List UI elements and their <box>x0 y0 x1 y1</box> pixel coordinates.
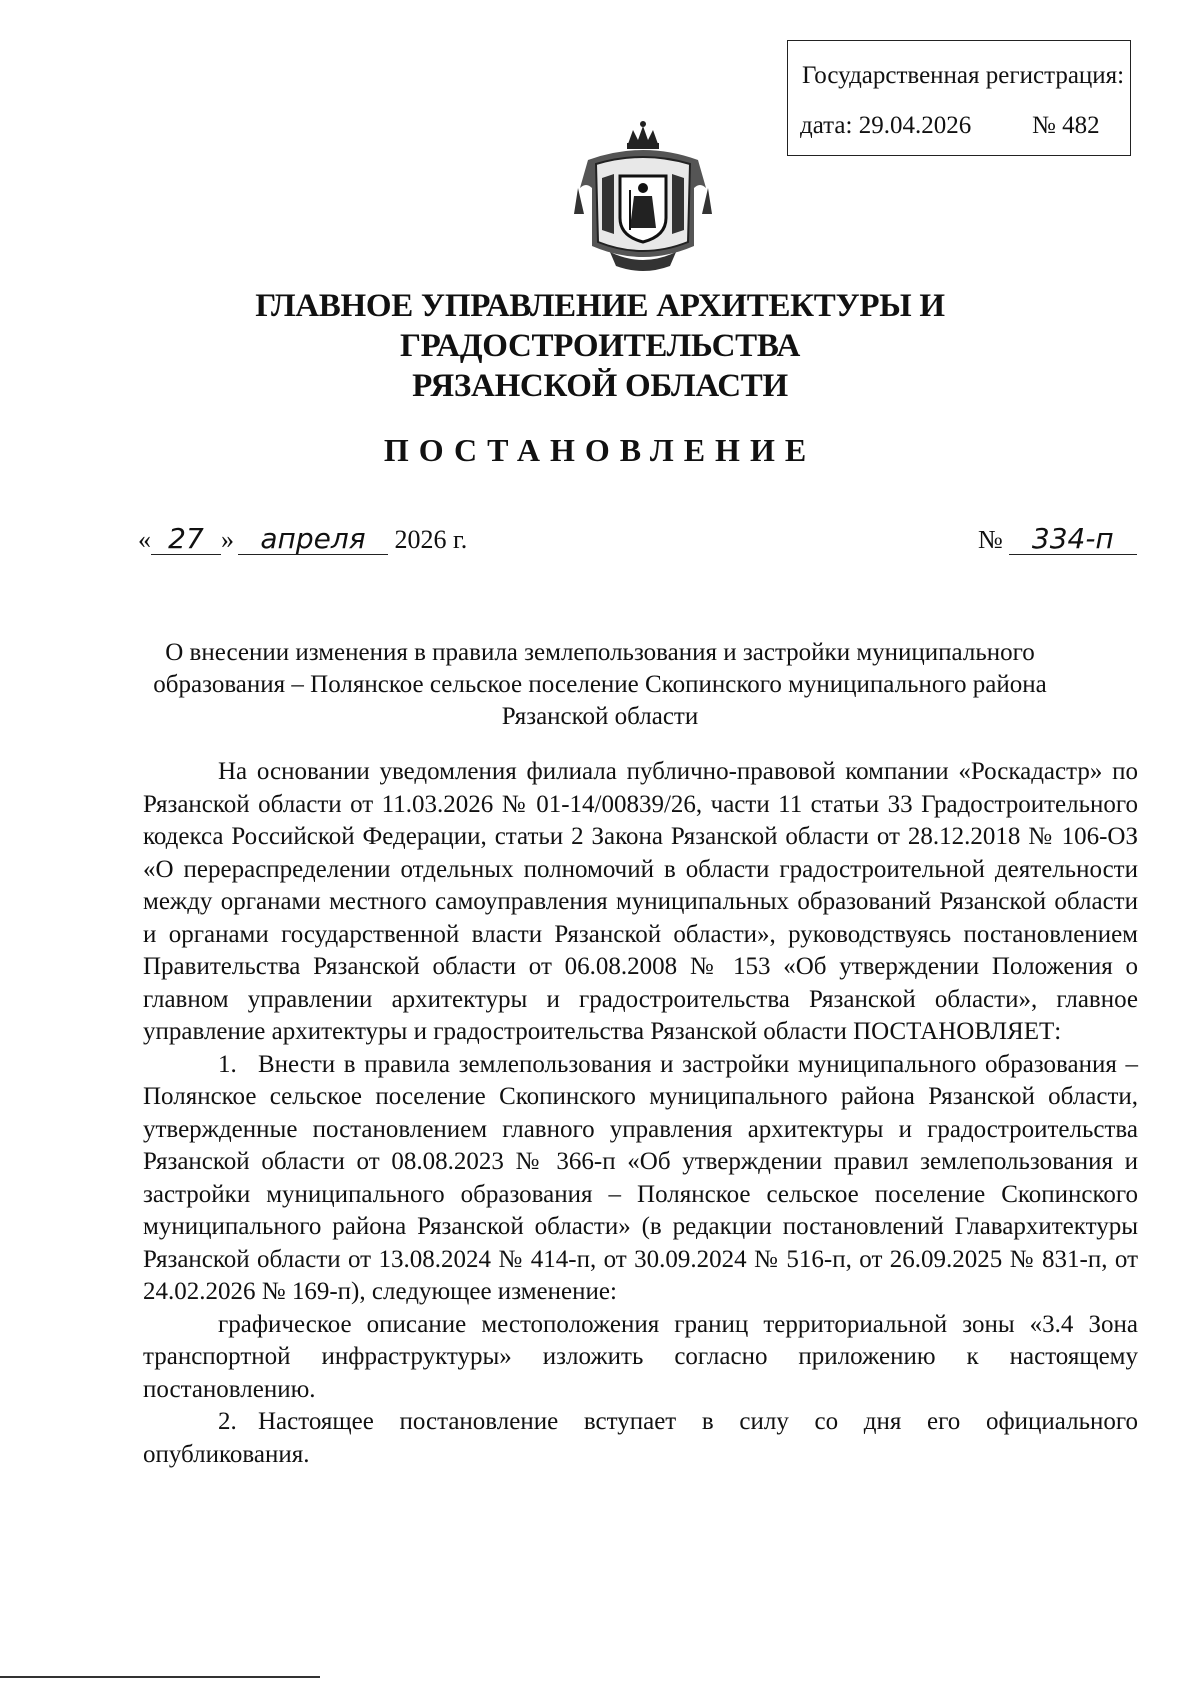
footer-divider <box>0 1676 320 1678</box>
item-1-number: 1. <box>218 1050 237 1078</box>
date-day: 27 <box>151 524 221 555</box>
item-1 <box>143 1049 1138 1309</box>
registration-number: № 482 <box>1032 112 1100 139</box>
document-subject: О внесении изменения в правила землепользования и застройки муниципального образования – Полянское сельское поселение Скопинского муниципального района Рязанской области <box>153 639 1047 730</box>
item-2-number: 2. <box>218 1408 237 1435</box>
item-1-sub: графическое описание местоположения границ территориальной зоны «3.4 Зона транспортной инфраструктуры» изложить согласно приложению к настоящему постановлению. <box>143 1310 1138 1403</box>
organization-title <box>60 286 1140 406</box>
document-type: ПОСТАНОВЛЕНИЕ <box>383 432 817 468</box>
item-2-text: Настоящее постановление вступает в силу со дня его официального опубликования. <box>143 1408 1138 1468</box>
document-date <box>138 524 467 555</box>
organization-title-line1: ГЛАВНОЕ УПРАВЛЕНИЕ АРХИТЕКТУРЫ И ГРАДОСТРОИТЕЛЬСТВА <box>255 288 945 364</box>
ryazan-coat-of-arms-icon <box>570 118 716 276</box>
number-label: № <box>978 525 1003 554</box>
date-close-quote: » <box>221 525 234 554</box>
number-value: 334-п <box>1009 524 1137 555</box>
document-body <box>143 756 1138 1471</box>
date-year: 2026 г. <box>394 525 468 554</box>
date-month: апреля <box>238 524 388 555</box>
item-1-text: Внести в правила землепользования и застройки муниципального образования – Полянское сельское поселение Скопинского муниципального района Рязанской области, утвержденные постановлением главного управления архитектуры и градостроительства Рязанской области от 08.08.2023 № 366-п «Об утверждении правил землепользования и застройки муниципального образования – Полянское сельское поселение Скопинского муниципального района Рязанской области» (в редакции постановлений Главархитектуры Рязанской области от 13.08.2024 № 414-п, от 30.09.2024 № 516-п, от 26.09.2025 № 831-п, от 24.02.2026 № 169-п), следующее изменение: <box>143 1050 1138 1305</box>
registration-title: Государственная регистрация: <box>802 62 1125 89</box>
date-open-quote: « <box>138 525 151 554</box>
item-2 <box>143 1406 1138 1471</box>
registration-date: дата: 29.04.2026 <box>800 112 972 139</box>
organization-title-line2: РЯЗАНСКОЙ ОБЛАСТИ <box>412 368 788 404</box>
preamble-paragraph: На основании уведомления филиала публично-правовой компании «Роскадастр» по Рязанской области от 11.03.2026 № 01-14/00839/26, части 11 статьи 33 Градостроительного кодекса Российской Федерации, статьи 2 Закона Рязанской области от 28.12.2018 № 106-ОЗ «О перераспределении отдельных полномочий в области градостроительной деятельности между органами местного самоуправления муниципальных образований Рязанской области и органами государственной власти Рязанской области», руководствуясь постановлением Правительства Рязанской области от 06.08.2008 № 153 «Об утверждении Положения о главном управлении архитектуры и градостроительства Рязанской области», главное управление архитектуры и градостроительства Рязанской области ПОСТАНОВЛЯЕТ: <box>143 758 1138 1045</box>
registration-stamp <box>787 40 1131 156</box>
document-number <box>978 524 1137 555</box>
